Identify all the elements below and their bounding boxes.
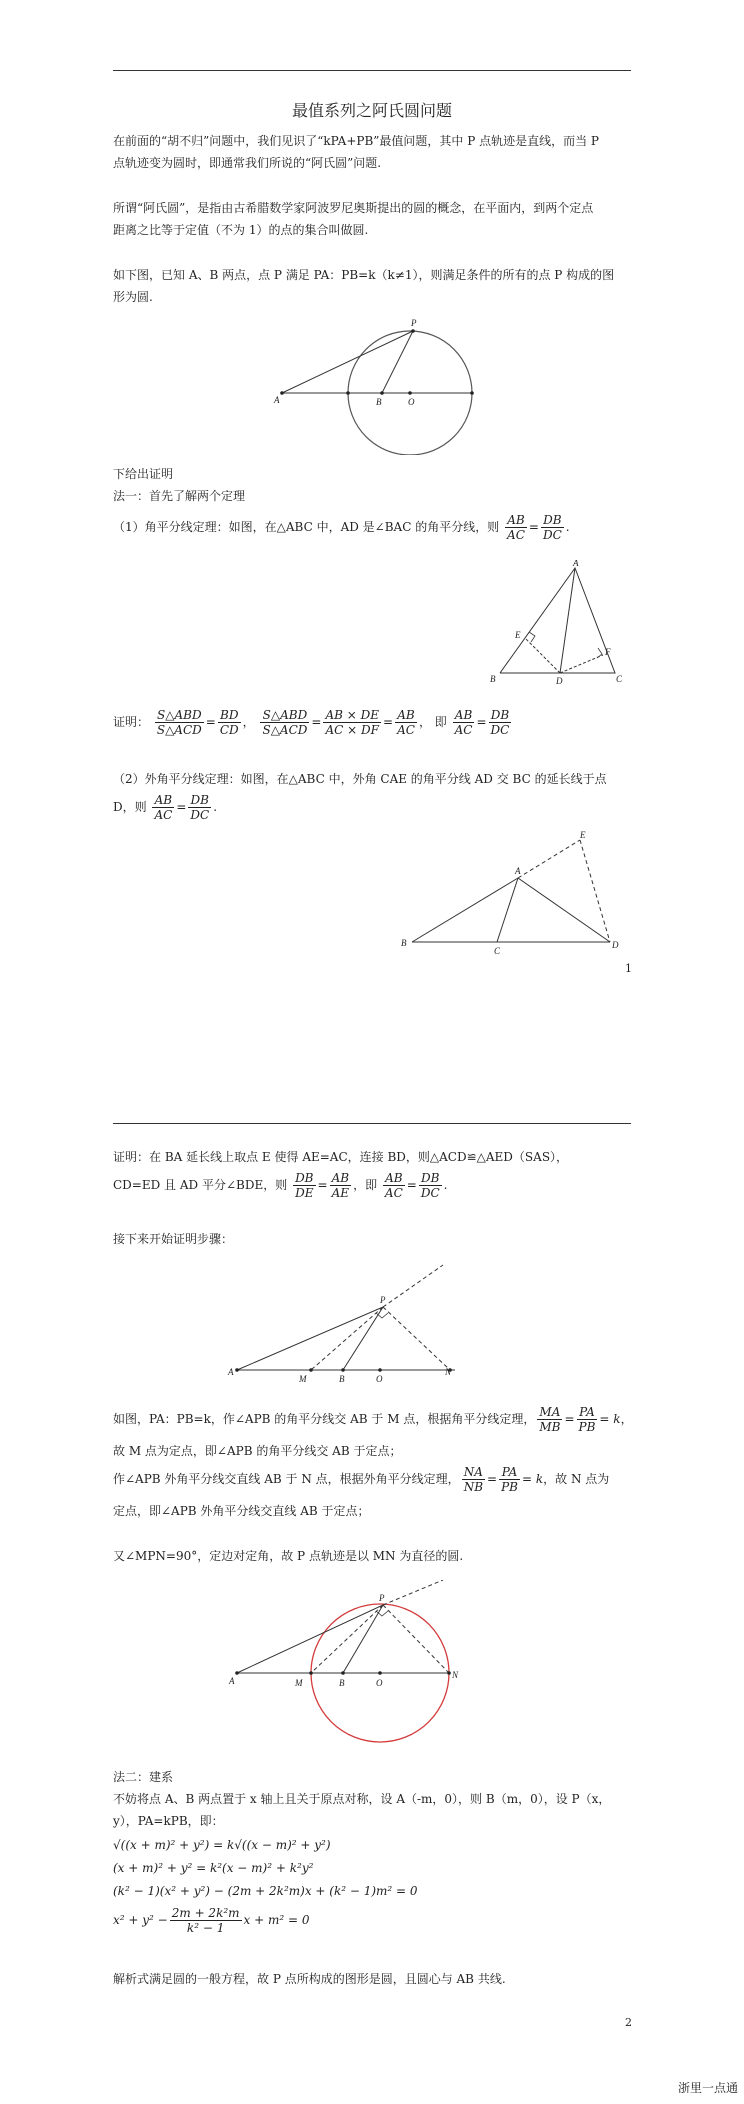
conclusion: 解析式满足圆的一般方程，故 P 点所构成的图形是圆，且圆心与 AB 共线. xyxy=(113,1972,506,1986)
point-N xyxy=(447,1671,451,1675)
point-A xyxy=(280,391,284,395)
label-D: D xyxy=(612,940,619,950)
segment-PA xyxy=(282,331,413,393)
label-A: A xyxy=(228,1367,234,1377)
page2-top-rule xyxy=(113,1123,631,1124)
figure-bisectors-MN xyxy=(225,1255,455,1385)
ext-PA xyxy=(383,1580,443,1605)
equation-3: (k² − 1)(x² + y²) − (2m + 2k²m)x + (k² − 1)m² = 0 xyxy=(113,1884,418,1898)
page-title: 最值系列之阿氏圆问题 xyxy=(291,101,452,120)
frac-db-dc: $\frac{DB}{DC}$ xyxy=(542,513,562,542)
label-P: P xyxy=(411,318,417,328)
bisector-PM xyxy=(311,1605,383,1673)
point-B xyxy=(341,1671,345,1675)
bisector-AD xyxy=(560,568,575,673)
figure-intro-line-2: 形为圆. xyxy=(113,290,153,304)
point-N xyxy=(470,391,474,395)
right-angle-mark-E xyxy=(529,632,535,642)
segment-PB xyxy=(343,1605,383,1673)
figure-exterior-bisector xyxy=(400,830,630,960)
step-3: 又∠MPN=90°，定边对定角，故 P 点轨迹是以 MN 为直径的圆. xyxy=(113,1549,464,1563)
equation-2: (x + m)² + y² = k²(x − m)² + k²y² xyxy=(113,1861,314,1875)
figure-apollonius-circle xyxy=(270,315,540,455)
intro-line-2: 点轨迹变为圆时，即通常我们所说的“阿氏圆”问题. xyxy=(113,156,382,170)
page1-top-rule xyxy=(113,70,631,71)
bisector-PN xyxy=(383,1605,449,1673)
figure-angle-bisector xyxy=(485,560,635,690)
figure-apollonius-MN-circle xyxy=(225,1580,465,1755)
point-M xyxy=(309,1671,313,1675)
point-O xyxy=(378,1671,382,1675)
point-M xyxy=(309,1368,313,1372)
intro-line-1: 在前面的“胡不归”问题中，我们见识了“kPA+PB”最值问题，其中 P 点轨迹是直线，而当 P xyxy=(113,134,599,148)
segment-PA xyxy=(237,1605,383,1673)
point-P xyxy=(411,329,415,333)
bisector-AD xyxy=(518,878,610,942)
point-M xyxy=(346,391,350,395)
figure-intro-line-1: 如下图，已知 A、B 两点，点 P 满足 PA：PB=k（k≠1），则满足条件的所有的点 P 构成的图 xyxy=(113,268,615,282)
method-2-line-2: y），PA=kPB，即： xyxy=(113,1814,224,1828)
page-number-1: 1 xyxy=(625,962,632,975)
point-O xyxy=(408,391,412,395)
page-number-2: 2 xyxy=(625,2016,632,2029)
definition-line-1: 所谓“阿氏圆”，是指由古希腊数学家阿波罗尼奥斯提出的圆的概念，在平面内，到两个定点 xyxy=(113,201,594,215)
segment-PB xyxy=(382,331,413,393)
footer-watermark: 浙里一点通 xyxy=(677,2081,738,2095)
label-B: B xyxy=(339,1374,345,1384)
label-M: M xyxy=(295,1678,303,1688)
side-BA xyxy=(412,878,518,942)
label-C: C xyxy=(616,674,623,684)
label-F: F xyxy=(605,647,611,657)
label-D: D xyxy=(556,676,563,686)
step-1-line-2: 故 M 点为定点，即∠APB 的角平分线交 AB 于定点； xyxy=(113,1444,402,1458)
point-B xyxy=(380,391,384,395)
equation-1: √((x + m)² + y²) = k√((x − m)² + y²) xyxy=(113,1838,331,1852)
point-A xyxy=(235,1368,239,1372)
definition-line-2: 距离之比等于定值（不为 1）的点的集合叫做圆. xyxy=(113,223,369,237)
theorem-2-line-1: （2）外角平分线定理：如图，在△ABC 中，外角 CAE 的角平分线 AD 交 BC 的延长线于点 xyxy=(113,772,607,786)
label-A: A xyxy=(515,866,521,876)
seg-ED xyxy=(580,840,610,942)
point-A xyxy=(235,1671,239,1675)
label-B: B xyxy=(339,1678,345,1688)
side-AC xyxy=(497,878,518,942)
right-angle-mark-F xyxy=(597,648,602,658)
label-C: C xyxy=(494,946,501,956)
point-B xyxy=(341,1368,345,1372)
segment-PB xyxy=(343,1307,383,1370)
label-N: N xyxy=(445,1367,452,1377)
point-O xyxy=(378,1368,382,1372)
label-O: O xyxy=(376,1374,383,1384)
ext-PA xyxy=(383,1265,443,1307)
step-2-line-2: 定点，即∠APB 外角平分线交直线 AB 于定点； xyxy=(113,1504,370,1518)
label-P: P xyxy=(380,1295,386,1305)
proof-2-line-1: 证明：在 BA 延长线上取点 E 使得 AE=AC，连接 BD，则△ACD≌△AED（SAS）， xyxy=(113,1150,569,1164)
label-P: P xyxy=(379,1593,385,1603)
equation-4: x² + y² − $\frac{\text{2m + 2k²m}}{\text{k² − 1}}$ x + m² = 0 xyxy=(113,1906,310,1935)
label-A: A xyxy=(274,395,280,405)
label-E: E xyxy=(515,630,521,640)
frac-ab-ac: $\frac{AB}{AC}$ xyxy=(507,513,525,542)
perp-DE xyxy=(525,638,560,673)
label-B: B xyxy=(401,938,407,948)
proof-heading: 下给出证明 xyxy=(113,467,174,481)
label-B: B xyxy=(490,674,496,684)
segment-PA xyxy=(237,1307,383,1370)
step-2-line-1: 作∠APB 外角平分线交直线 AB 于 N 点，根据外角平分线定理， $\frac{NA}{NB}$ = $\frac{PA}{PB}$ = k，故 N 点为 xyxy=(113,1465,610,1494)
label-M: M xyxy=(299,1374,307,1384)
method-2-line-1: 不妨将点 A、B 两点置于 x 轴上且关于原点对称，设 A（-m，0），则 B（m，0），设 P（x， xyxy=(113,1792,611,1806)
proof-2-line-2: CD=ED 且 AD 平分∠BDE，则 $\frac{DB}{DE}$ = $\frac{AB}{AE}$ ，即 $\frac{AB}{AC}$ = $\frac{DB}{DC}$ . xyxy=(113,1171,448,1200)
method-2-heading: 法二：建系 xyxy=(113,1770,174,1784)
perp-DF xyxy=(560,655,603,673)
theorem-1-text: （1）角平分线定理：如图，在△ABC 中，AD 是∠BAC 的角平分线，则 xyxy=(113,520,500,534)
next-steps: 接下来开始证明步骤： xyxy=(113,1232,234,1246)
label-N: N xyxy=(452,1670,459,1680)
ext-AE xyxy=(518,840,580,878)
label-A: A xyxy=(229,1676,235,1686)
theorem-2-line-2: D，则 $\frac{AB}{AC}$ = $\frac{DB}{DC}$ . xyxy=(113,793,218,822)
proof-1: 证明： $\frac{\text{S△ABD}}{\text{S△ACD}}$ = $\frac{BD}{CD}$ ， $\frac{\text{S△ABD}}{\text{S△ACD}}$ = $\frac{AB \times DE}{AC \times DF}$ = $\frac{AB}{AC}$ ， 即 $\frac{AB}{AC}$ = $\frac{DB}{DC}$ xyxy=(113,708,510,737)
method-1-heading: 法一：首先了解两个定理 xyxy=(113,489,246,503)
label-O: O xyxy=(376,1678,383,1688)
label-B: B xyxy=(376,397,382,407)
bisector-PN xyxy=(383,1307,450,1370)
label-A: A xyxy=(573,560,579,568)
theorem-1: （1）角平分线定理：如图，在△ABC 中，AD 是∠BAC 的角平分线，则 $\frac{AB}{AC}$ = $\frac{DB}{DC}$ . xyxy=(113,513,570,542)
label-O: O xyxy=(408,397,415,407)
bisector-PM xyxy=(311,1307,383,1370)
label-E: E xyxy=(580,830,586,840)
step-1-line-1: 如图，PA：PB=k，作∠APB 的角平分线交 AB 于 M 点，根据角平分线定理， $\frac{MA}{MB}$ = $\frac{PA}{PB}$ = k， xyxy=(113,1405,633,1434)
